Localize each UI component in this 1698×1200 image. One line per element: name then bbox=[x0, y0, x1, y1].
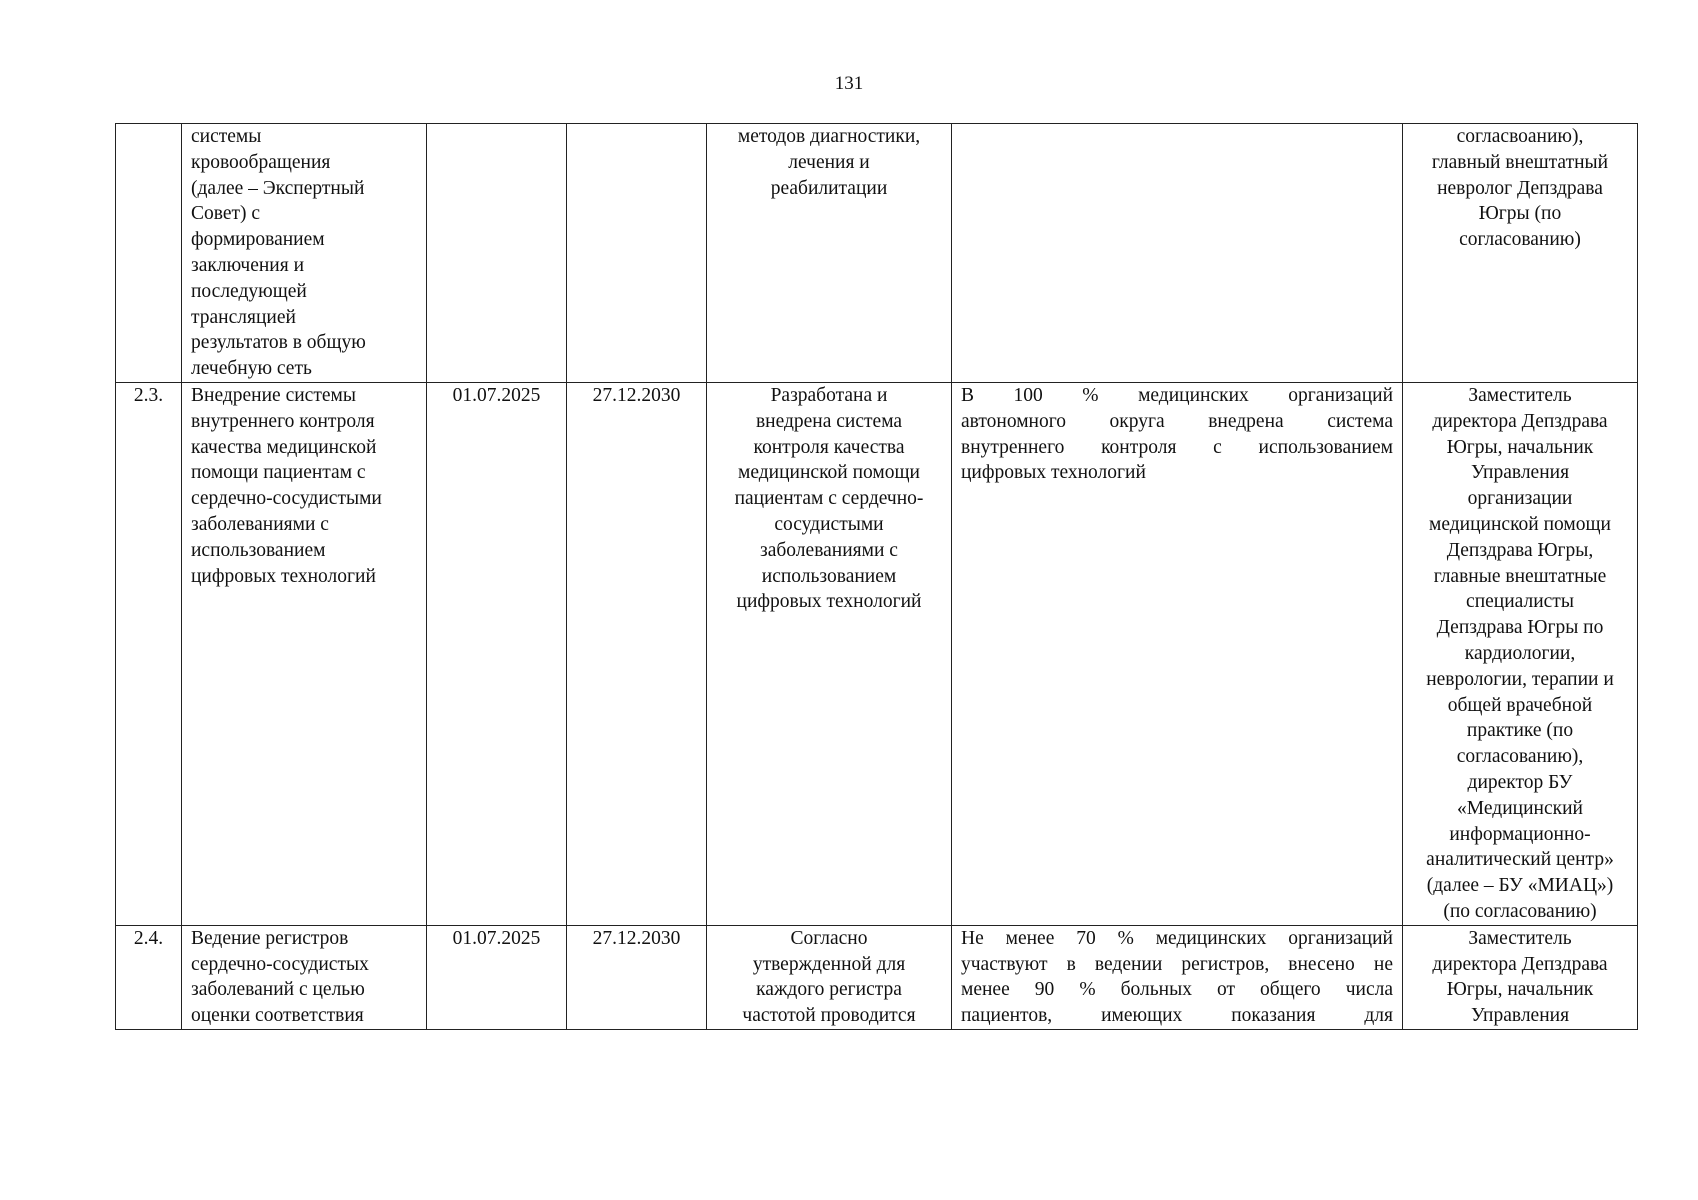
cell-line: цифровых технологий bbox=[961, 462, 1146, 484]
cell-line: качества медицинской bbox=[191, 436, 377, 458]
cell-result bbox=[707, 124, 952, 383]
cell-line: организации bbox=[1467, 488, 1573, 510]
cell-line: участвуют в ведении регистров, внесено не bbox=[961, 953, 1393, 975]
cell-line: согласованию), bbox=[1456, 746, 1584, 768]
page-number: 131 bbox=[834, 73, 864, 94]
cell-line: аналитический центр» bbox=[1426, 849, 1614, 871]
cell-end-date bbox=[567, 124, 707, 383]
cell-line: информационно- bbox=[1449, 823, 1591, 845]
table-row bbox=[116, 124, 1638, 383]
cell-result bbox=[707, 382, 952, 925]
cell-line: пациентов, имеющих показания для bbox=[961, 1005, 1393, 1027]
cell-responsible bbox=[1403, 382, 1638, 925]
cell-line: заболеваний с целью bbox=[191, 979, 365, 1001]
cell-number: 2.3. bbox=[116, 382, 182, 925]
cell-line: последующей bbox=[191, 280, 307, 302]
cell-line: Заместитель bbox=[1468, 384, 1572, 406]
cell-number bbox=[116, 124, 182, 383]
cell-line: кардиологии, bbox=[1464, 642, 1576, 664]
cell-line: специалисты bbox=[1466, 591, 1574, 613]
cell-line: «Медицинский bbox=[1457, 797, 1583, 819]
cell-line: директор БУ bbox=[1467, 771, 1573, 793]
cell-line: Ведение регистров bbox=[191, 927, 349, 949]
cell-event bbox=[182, 925, 427, 1029]
cell-line: лечения и bbox=[788, 151, 870, 173]
measures-table bbox=[115, 123, 1638, 1030]
cell-line: медицинской помощи bbox=[1429, 513, 1611, 535]
cell-line: менее 90 % больных от общего числа bbox=[961, 979, 1393, 1001]
cell-line: согласвоанию), bbox=[1456, 126, 1584, 147]
cell-line: Депздрава Югры, bbox=[1446, 539, 1594, 561]
cell-line: Заместитель bbox=[1468, 927, 1572, 949]
cell-number: 2.4. bbox=[116, 925, 182, 1029]
cell-line: (по согласованию) bbox=[1443, 900, 1597, 922]
cell-line: реабилитации bbox=[770, 177, 888, 199]
cell-line: внутреннего контроля с использованием bbox=[961, 436, 1393, 458]
cell-line: частотой проводится bbox=[742, 1005, 916, 1027]
cell-line: формированием bbox=[191, 229, 325, 251]
cell-line: заключения и bbox=[191, 254, 305, 276]
cell-line: кровообращения bbox=[191, 151, 331, 173]
cell-line: использованием bbox=[191, 539, 326, 561]
cell-line: Югры, начальник bbox=[1446, 436, 1594, 458]
cell-result bbox=[707, 925, 952, 1029]
cell-line: сосудистыми bbox=[774, 513, 884, 535]
cell-line: В 100 % медицинских организаций bbox=[961, 384, 1393, 406]
cell-responsible bbox=[1403, 925, 1638, 1029]
cell-line: контроля качества bbox=[753, 436, 905, 458]
cell-line: Югры (по bbox=[1478, 203, 1562, 225]
cell-line: практике (по bbox=[1466, 720, 1574, 742]
cell-indicator bbox=[952, 124, 1403, 383]
cell-line: согласованию) bbox=[1459, 229, 1581, 251]
cell-line: цифровых технологий bbox=[191, 565, 376, 587]
cell-line: системы bbox=[191, 126, 262, 147]
cell-line: внедрена система bbox=[755, 410, 903, 432]
cell-line: оценки соответствия bbox=[191, 1005, 364, 1027]
cell-line: заболеваниями с bbox=[191, 513, 329, 535]
cell-line: методов диагностики, bbox=[737, 126, 921, 147]
cell-line: Управления bbox=[1470, 1005, 1570, 1027]
cell-line: Разработана и bbox=[770, 384, 888, 406]
cell-line: (далее – Экспертный bbox=[191, 177, 365, 199]
cell-line: директора Депздрава bbox=[1432, 953, 1608, 975]
cell-line: результатов в общую bbox=[191, 332, 366, 354]
cell-line: трансляцией bbox=[191, 306, 296, 328]
cell-indicator bbox=[952, 925, 1403, 1029]
table-row bbox=[116, 925, 1638, 1029]
cell-start-date: 01.07.2025 bbox=[427, 925, 567, 1029]
cell-line: Совет) с bbox=[191, 203, 261, 225]
cell-line: сердечно-сосудистых bbox=[191, 953, 369, 975]
cell-line: заболеваниями с bbox=[760, 539, 898, 561]
cell-line: Югры, начальник bbox=[1446, 979, 1594, 1001]
cell-line: главный внештатный bbox=[1431, 151, 1609, 173]
cell-event bbox=[182, 382, 427, 925]
cell-line: главные внештатные bbox=[1433, 565, 1607, 587]
cell-start-date: 01.07.2025 bbox=[427, 382, 567, 925]
cell-end-date: 27.12.2030 bbox=[567, 382, 707, 925]
cell-line: медицинской помощи bbox=[738, 462, 920, 484]
cell-line: каждого регистра bbox=[756, 979, 902, 1001]
cell-line: Согласно bbox=[790, 927, 868, 949]
cell-line: использованием bbox=[761, 565, 897, 587]
cell-line: лечебную сеть bbox=[191, 358, 312, 380]
cell-line: помощи пациентам с bbox=[191, 462, 366, 484]
table-row bbox=[116, 382, 1638, 925]
cell-event bbox=[182, 124, 427, 383]
cell-responsible bbox=[1403, 124, 1638, 383]
cell-line: пациентам с сердечно- bbox=[734, 488, 924, 510]
cell-start-date bbox=[427, 124, 567, 383]
cell-end-date: 27.12.2030 bbox=[567, 925, 707, 1029]
cell-line: общей врачебной bbox=[1447, 694, 1593, 716]
cell-line: внутреннего контроля bbox=[191, 410, 375, 432]
cell-line: неврологии, терапии и bbox=[1426, 668, 1614, 690]
cell-line: невролог Депздрава bbox=[1437, 177, 1603, 199]
cell-line: Внедрение системы bbox=[191, 384, 356, 406]
cell-line: утвержденной для bbox=[752, 953, 906, 975]
cell-indicator bbox=[952, 382, 1403, 925]
cell-line: цифровых технологий bbox=[736, 591, 922, 613]
cell-line: Управления bbox=[1470, 462, 1570, 484]
cell-line: Не менее 70 % медицинских организаций bbox=[961, 927, 1393, 949]
cell-line: сердечно-сосудистыми bbox=[191, 488, 382, 510]
cell-line: (далее – БУ «МИАЦ») bbox=[1426, 875, 1614, 897]
cell-line: директора Депздрава bbox=[1432, 410, 1608, 432]
cell-line: автономного округа внедрена система bbox=[961, 410, 1393, 432]
cell-line: Депздрава Югры по bbox=[1436, 617, 1604, 639]
